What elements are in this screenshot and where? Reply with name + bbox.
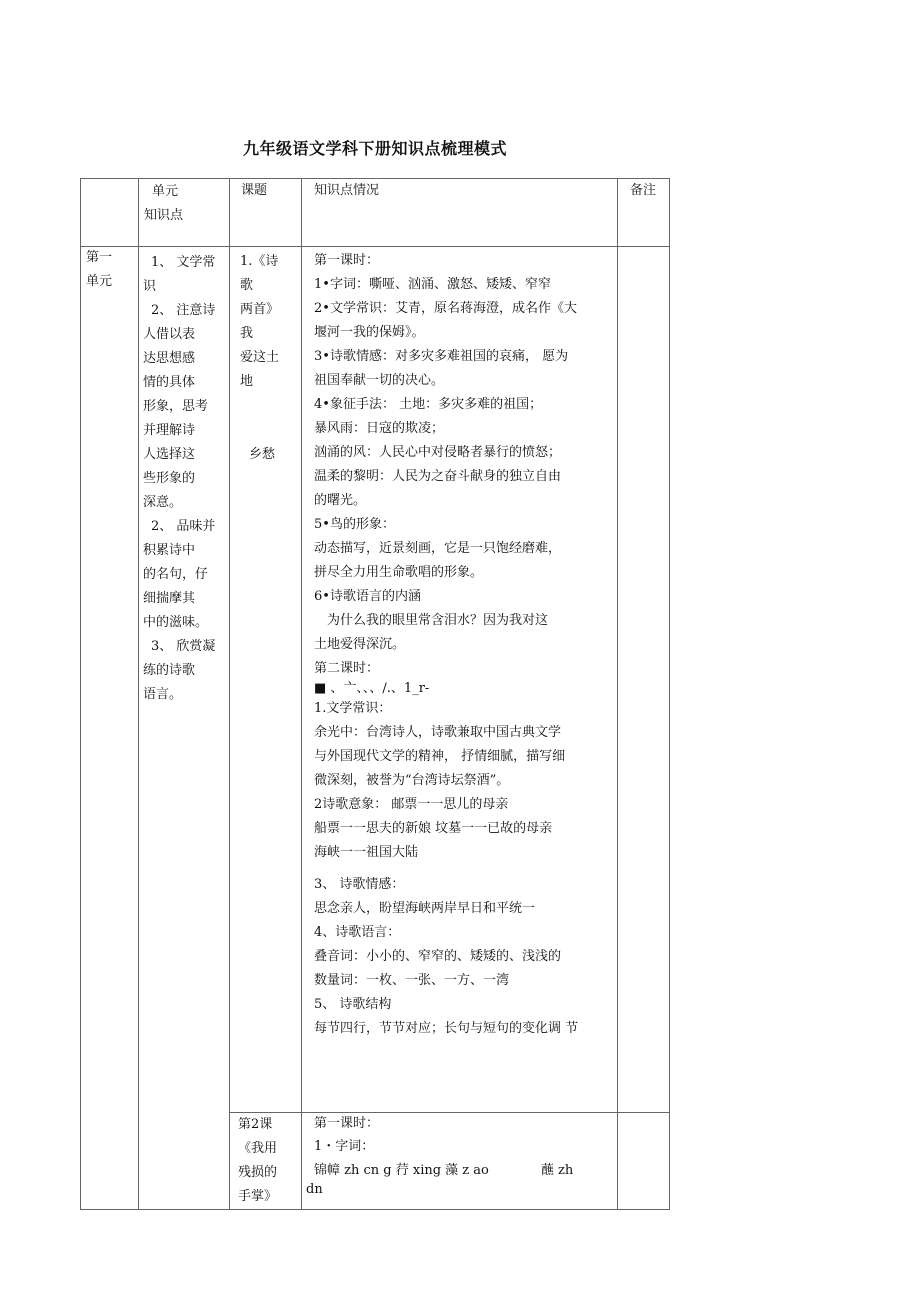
lesson1-title [240,250,279,394]
lesson2-content [306,1112,574,1198]
content-line-symbols: ■ 、亠、、、/.、1_r- [314,681,430,696]
unit-point-line: 细揣摩其 [143,591,196,606]
content-line: 与外国现代文学的精神， 抒情细腻，描写细 [314,749,566,764]
header-remarks: 备注 [630,183,657,198]
col-divider-4 [617,178,618,1210]
content-line: 第一课时： [314,253,380,268]
lesson1-title-line: 1.《诗 [240,254,279,269]
unit-point-line: 语言。 [143,687,183,702]
unit-point-line: 人借以表 [143,327,196,342]
content-line: 4•象征手法： 土地：多灾多难的祖国； [314,397,543,412]
table-left-border [80,178,81,1210]
header-knowledge: 知识点情况 [314,183,380,198]
page-title: 九年级语文学科下册知识点梳理模式 [242,139,507,158]
content-line: 土地爱得深沉。 [314,637,406,652]
col-divider-3 [301,178,302,1210]
content-line: 5、 诗歌结构 [314,997,392,1012]
unit-point-line: 中的滋味。 [143,615,209,630]
content-line: 每节四行，节节对应；长句与短句的变化调 节 [314,1021,579,1036]
unit-point-line: 2、 注意诗 [151,303,216,318]
unit-point-line: 情的具体 [143,375,196,390]
content-line: 6•诗歌语言的内涵 [314,589,421,604]
unit-point-line: 并理解诗 [143,423,196,438]
content-line: 5•鸟的形象： [314,517,395,532]
content-line: 祖国奉献一切的决心。 [314,373,445,388]
content-line: 为什么我的眼里常含泪水？因为我对这 [314,613,549,628]
lesson2-title-line: 手掌》 [238,1189,278,1204]
content-line: 汹涌的风：人民心中对侵略者暴行的愤怒； [314,445,562,460]
unit-point-line: 形象，思考 [143,399,209,414]
unit-point-line: 2、 品味并 [151,519,216,534]
content-line: 1•字词：嘶哑、汹涌、激怒、矮矮、窄窄 [314,277,551,292]
lesson2-title-line: 残损的 [238,1165,278,1180]
table-right-border [669,178,670,1210]
content-line: 温柔的黎明：人民为之奋斗献身的独立自由 [314,469,562,484]
header-lesson: 课题 [241,183,268,198]
unit-name-line: 单元 [86,274,113,289]
content-line: 微深刻，被誉为“台湾诗坛祭酒”。 [314,773,510,788]
lesson1-title-line: 我 [240,326,254,341]
content-line: 的曙光。 [314,493,367,508]
header-unit-label: 单元 [152,184,179,199]
unit-point-line: 1、 文学常 [151,255,216,270]
content-line: 3•诗歌情感：对多灾多难祖国的哀痛， 愿为 [314,349,569,364]
lesson1-title-line: 歌 [240,278,254,293]
unit-point-line: 练的诗歌 [143,663,196,678]
content-line: 余光中：台湾诗人，诗歌兼取中国古典文学 [314,725,562,740]
table-bottom-border [80,1209,670,1210]
col-divider-2 [229,178,230,1210]
content-line: 船票一一思夫的新娘 坟墓一一已故的母亲 [314,821,553,836]
content-line: 数量词：一枚、一张、一方、一湾 [314,973,510,988]
lesson1-title-line: 地 [240,374,254,389]
header-bottom-border [80,246,670,247]
unit-point-line: 人选择这 [143,447,196,462]
lesson1-subtitle: 乡愁 [249,447,276,462]
unit-point-line: 些形象的 [143,471,196,486]
content-line: 第一课时： [314,1116,380,1131]
header-unit-points [144,180,183,228]
lesson1-title-line: 爱这土 [240,350,280,365]
lesson1-content [314,249,578,1041]
unit-point-line: 达思想感 [143,351,196,366]
content-line: 3、 诗歌情感： [314,877,405,892]
lesson2-title-line: 《我用 [238,1141,278,1156]
unit-points [143,251,215,707]
content-line: 4、诗歌语言： [314,925,401,940]
content-line: 1・字词： [314,1139,375,1154]
content-line: dn [306,1182,323,1197]
content-line: 锦幛 zh cn g 荇 xing 藻 z ao 蘸 zh [314,1163,574,1178]
lesson1-title-line: 两首》 [240,302,280,317]
unit-name [86,246,112,294]
unit-point-line: 识 [143,279,157,294]
content-line: 拼尽全力用生命歌唱的形象。 [314,565,484,580]
col-divider-1 [138,178,139,1210]
content-line: 第二课时： [314,661,380,676]
content-line: 1.文学常识： [314,701,392,716]
unit-point-line: 3、 欣赏凝 [151,639,216,654]
unit-name-line: 第一 [86,250,113,265]
unit-point-line: 的名句，仔 [143,567,209,582]
content-line: 暴风雨：日寇的欺凌； [314,421,445,436]
header-points-label: 知识点 [144,208,184,223]
lesson2-title [238,1113,277,1209]
unit-point-line: 积累诗中 [143,543,196,558]
content-line: 海峡一一祖国大陆 [314,845,419,860]
unit-point-line: 深意。 [143,495,183,510]
content-line: 叠音词：小小的、窄窄的、矮矮的、浅浅的 [314,949,562,964]
lesson2-title-line: 第2课 [238,1117,273,1132]
content-line: 2•文学常识：艾青，原名蒋海澄，成名作《大 [314,301,577,316]
content-line: 动态描写，近景刻画，它是一只饱经磨难， [314,541,562,556]
content-line: 2诗歌意象： 邮票一一思儿的母亲 [314,797,509,812]
content-line: 思念亲人，盼望海峡两岸早日和平统一 [314,901,536,916]
content-line: 堰河一我的保姆》。 [314,325,425,340]
